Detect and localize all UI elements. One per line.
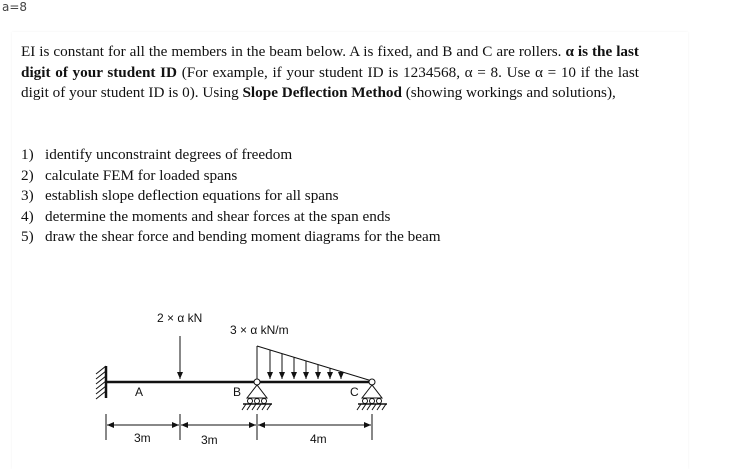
statement-part-5: (showing workings and solutions), bbox=[401, 84, 616, 101]
label-a: A bbox=[135, 385, 144, 399]
statement-bold-alpha: α is the last digit of your student ID bbox=[21, 43, 639, 81]
task-number: 1) bbox=[21, 146, 34, 163]
dim-label-2: 3m bbox=[201, 433, 218, 447]
label-b: B bbox=[233, 385, 242, 399]
distributed-load bbox=[257, 346, 372, 381]
task-text: determine the moments and shear forces at the span ends bbox=[45, 207, 391, 225]
fixed-support-a bbox=[96, 366, 106, 399]
task-text: identify unconstraint degrees of freedom bbox=[45, 146, 293, 163]
roller-support-c bbox=[357, 379, 387, 410]
statement-bold-method: Slope Deflection Method bbox=[242, 84, 402, 101]
label-c: C bbox=[350, 385, 359, 399]
statement-part-1: EI is constant for all the members in the beam below. A is fixed, and B and C are rollers. bbox=[21, 43, 566, 60]
distributed-load-label: 3 × α kN/m bbox=[230, 323, 289, 337]
dim-label-1: 3m bbox=[134, 431, 151, 445]
task-number: 2) bbox=[21, 166, 34, 184]
task-number: 4) bbox=[21, 207, 34, 225]
header-label: a=8 bbox=[2, 0, 28, 14]
task-number: 3) bbox=[21, 187, 34, 205]
dim-label-3: 4m bbox=[310, 432, 327, 446]
task-text: establish slope deflection equations for all spans bbox=[45, 187, 339, 205]
task-text: draw the shear force and bending moment diagrams for the beam bbox=[45, 228, 441, 246]
roller-support-b bbox=[242, 379, 272, 410]
point-load-label: 2 × α kN bbox=[157, 311, 203, 325]
task-text: calculate FEM for loaded spans bbox=[45, 166, 238, 184]
statement-part-3: (For example, if your student ID is 1234568, α = 8. Use α = 10 if the last digit of your student ID is 0). Using bbox=[21, 63, 639, 101]
task-number: 5) bbox=[21, 228, 34, 246]
